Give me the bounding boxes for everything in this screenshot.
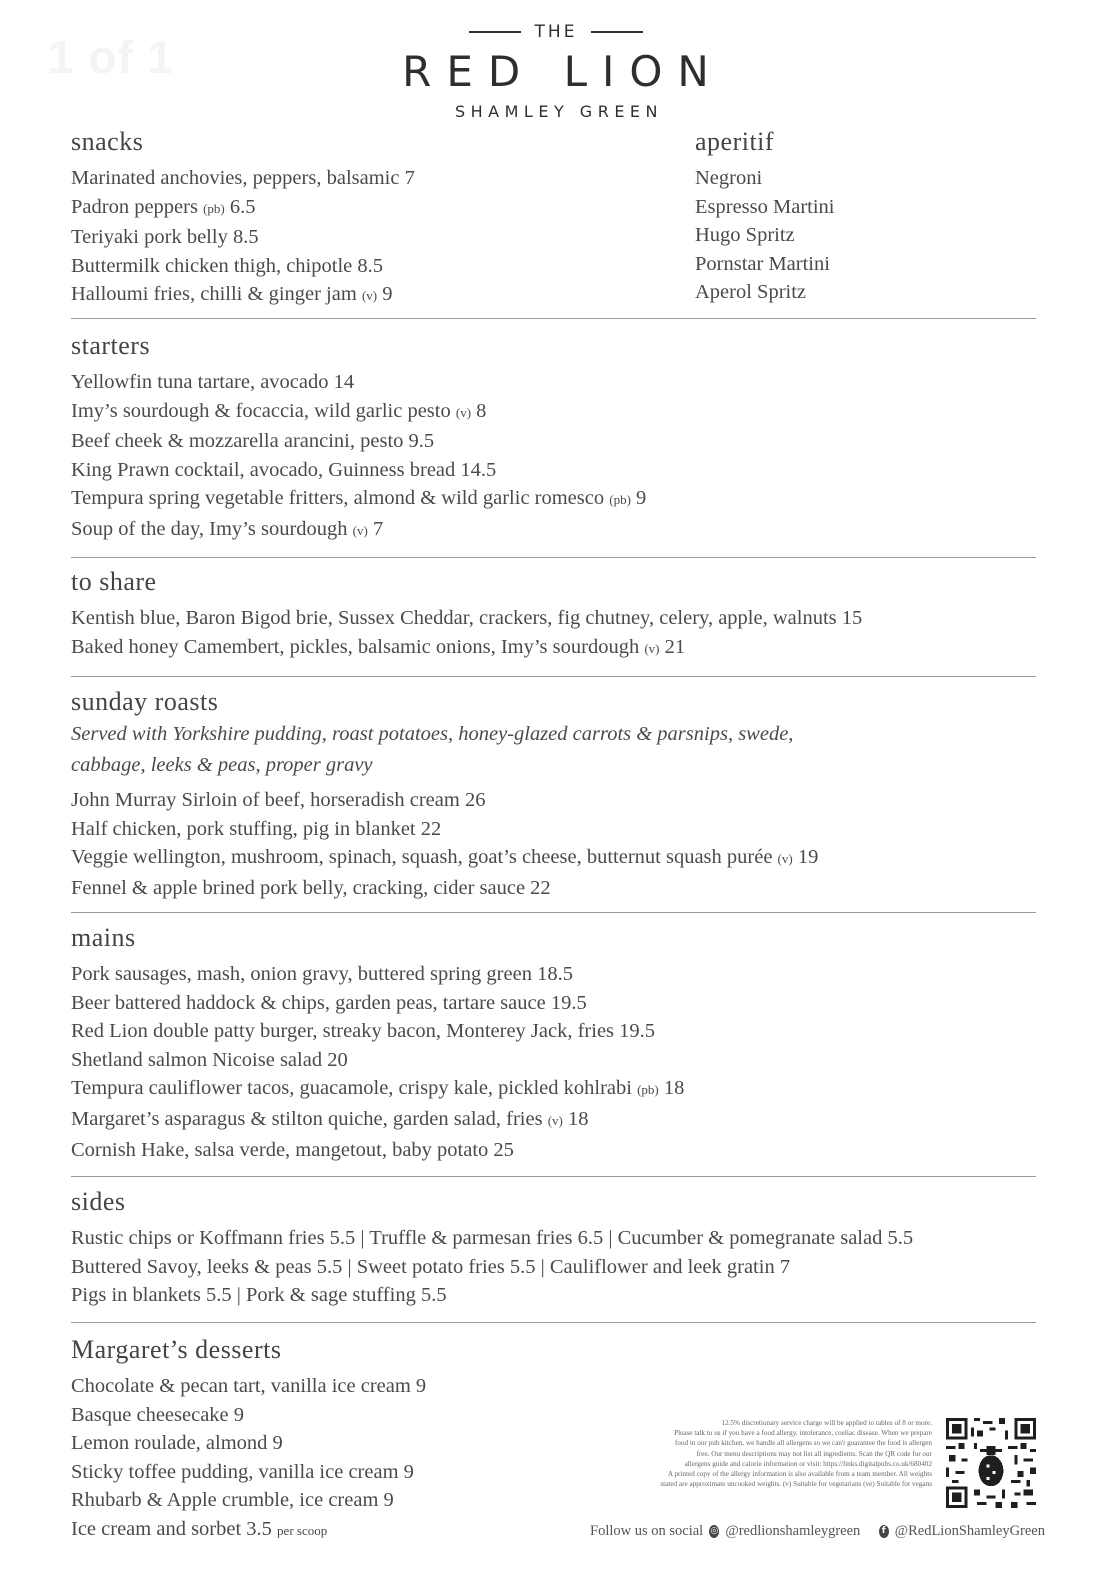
dietary-tag: (v)	[352, 522, 368, 538]
dietary-tag: (v)	[644, 640, 660, 656]
roast-description: Served with Yorkshire pudding, roast potatoes, honey-glazed carrots & parsnips, swede,	[71, 723, 794, 745]
dietary-tag: (v)	[455, 404, 472, 420]
menu-item	[71, 252, 692, 281]
social-label: Follow us on social	[590, 1523, 704, 1539]
menu-item	[71, 1372, 552, 1401]
snacks-section	[71, 126, 692, 311]
menu-item-text: Cornish Hake, salsa verde, mangetout, baby potato 25	[71, 1138, 514, 1161]
menu-item-text: Kentish blue, Baron Bigod brie, Sussex Cheddar, crackers, fig chutney, celery, apple, walnuts 15	[71, 607, 863, 629]
menu-item-text: Sticky toffee pudding, vanilla ice cream 9	[71, 1460, 414, 1483]
desserts-section	[71, 1334, 552, 1546]
divider	[71, 1176, 1036, 1177]
drink-item: Hugo Spritz	[695, 224, 795, 247]
drink-item: Negroni	[695, 167, 763, 189]
menu-item	[71, 1401, 552, 1430]
menu-item	[71, 1515, 552, 1546]
mains-section	[71, 922, 1036, 1164]
menu-item-text: Half chicken, pork stuffing, pig in blanket 22	[71, 817, 442, 840]
menu-item-text: Ice cream and sorbet 3.5	[71, 1517, 272, 1540]
divider	[71, 557, 1036, 558]
notice-line: Please talk to us if you have a food allergy, intolerance, coeliac disease. When we prepare	[674, 1429, 932, 1438]
menu-item-text: Soup of the day, Imy’s sourdough	[71, 517, 348, 540]
starters-section	[71, 330, 1036, 546]
notice-line: allergens guide and calorie information or visit: https://links.digitalpubs.co.uk/680402	[684, 1459, 932, 1468]
menu-item-text: Pigs in blankets 5.5 | Pork & sage stuffing 5.5	[71, 1284, 447, 1307]
instagram-icon: ◎	[710, 1526, 719, 1536]
menu-item-text: Rhubarb & Apple crumble, ice cream 9	[71, 1489, 394, 1512]
menu-item	[71, 874, 1036, 903]
logo-name: RED LION	[402, 47, 724, 96]
menu-item-text: Red Lion double patty burger, streaky bacon, Monterey Jack, fries 19.5	[71, 1020, 656, 1043]
logo-rule-right	[591, 31, 643, 33]
menu-item-text: Shetland salmon Nicoise salad 20	[71, 1048, 348, 1071]
divider	[71, 318, 1036, 319]
menu-item	[71, 1136, 1036, 1165]
menu-item	[71, 456, 1036, 485]
menu-item-price: 8	[476, 399, 487, 422]
menu-item-text: Lemon roulade, almond 9	[71, 1432, 283, 1455]
menu-list	[71, 1372, 552, 1546]
menu-item-text: Beef cheek & mozzarella arancini, pesto 9.5	[71, 430, 435, 453]
menu-item-text: Imy’s sourdough & focaccia, wild garlic pesto	[71, 399, 451, 422]
roast-description: cabbage, leeks & peas, proper gravy	[71, 754, 373, 776]
menu-list	[71, 604, 1036, 663]
section-heading: aperitif	[695, 127, 775, 156]
menu-item-text: Halloumi fries, chilli & ginger jam	[71, 283, 357, 306]
menu-item-price: 9	[636, 487, 647, 510]
aperitif-section	[695, 126, 1035, 307]
drink-item: Espresso Martini	[695, 195, 835, 218]
dietary-tag: (v)	[777, 851, 793, 867]
menu-item	[71, 368, 1036, 397]
menu-item	[71, 604, 1036, 633]
menu-list	[71, 368, 1036, 546]
menu-item	[71, 1281, 1036, 1310]
notice-line: free. Our menu descriptions may not list all ingredients. Scan the QR code for our	[696, 1449, 932, 1458]
menu-list	[71, 1224, 1036, 1310]
menu-item	[71, 989, 1036, 1018]
menu-item	[71, 1105, 1036, 1136]
menu-item	[71, 786, 1036, 815]
menu-item	[71, 280, 692, 311]
section-heading: sunday roasts	[71, 687, 219, 716]
page-indicator: 1 of 1	[48, 31, 175, 83]
menu-item-price: 18	[567, 1107, 589, 1130]
divider	[71, 912, 1036, 913]
menu-item	[71, 1224, 1036, 1253]
menu-item-text: Fennel & apple brined pork belly, cracking, cider sauce 22	[71, 876, 551, 899]
menu-item-text: Buttered Savoy, leeks & peas 5.5 | Sweet potato fries 5.5 | Cauliflower and leek gratin 7	[71, 1255, 791, 1278]
menu-item-text: Beer battered haddock & chips, garden peas, tartare sauce 19.5	[71, 991, 587, 1014]
menu-item	[71, 427, 1036, 456]
menu-item	[71, 223, 692, 252]
menu-item-text: Marinated anchovies, peppers, balsamic 7	[71, 167, 415, 189]
logo-the: THE	[534, 22, 578, 42]
logo-place: SHAMLEY GREEN	[454, 102, 664, 121]
dietary-tag: (v)	[361, 288, 378, 304]
menu-item	[71, 843, 1036, 874]
menu-item-price: 7	[372, 517, 384, 540]
menu-item-price: 19	[797, 846, 819, 869]
menu-list	[71, 960, 1036, 1164]
to-share-section	[71, 566, 1036, 663]
menu-item-text: Tempura cauliflower tacos, guacamole, crispy kale, pickled kohlrabi	[71, 1077, 632, 1100]
logo-rule-left	[469, 31, 521, 33]
menu-item-text: Buttermilk chicken thigh, chipotle 8.5	[71, 254, 383, 277]
logo	[0, 20, 1112, 121]
menu-item-text: Rustic chips or Koffmann fries 5.5 | Truffle & parmesan fries 6.5 | Cucumber & pomegranate salad 5.5	[71, 1227, 914, 1249]
menu-item-price: 9	[382, 283, 393, 306]
menu-item	[71, 1429, 552, 1458]
menu-item-price: 21	[664, 635, 686, 658]
menu-item	[71, 960, 1036, 989]
menu-item-text: Veggie wellington, mushroom, spinach, squash, goat’s cheese, butternut squash purée	[71, 846, 773, 869]
section-heading: snacks	[71, 127, 144, 156]
menu-item	[71, 1253, 1036, 1282]
section-heading: mains	[71, 923, 136, 952]
facebook-handle[interactable]: @RedLionShamleyGreen	[894, 1523, 1045, 1539]
section-heading: to share	[71, 567, 157, 596]
menu-item-text: Yellowfin tuna tartare, avocado 14	[71, 371, 355, 393]
section-heading: sides	[71, 1187, 126, 1216]
sunday-roasts-section	[71, 686, 1036, 902]
dietary-tag: (pb)	[637, 1082, 659, 1098]
menu-item-text: Padron peppers	[71, 195, 198, 218]
qr-code-icon[interactable]	[946, 1418, 1036, 1508]
menu-item	[71, 164, 692, 193]
menu-item-text: Teriyaki pork belly 8.5	[71, 226, 259, 249]
dietary-tag: (pb)	[609, 492, 631, 508]
menu-item-text: Chocolate & pecan tart, vanilla ice cream 9	[71, 1375, 427, 1397]
menu-item-price: 18	[663, 1077, 685, 1100]
menu-item-price: 6.5	[229, 195, 256, 218]
menu-item	[71, 193, 692, 224]
menu-item-text: Baked honey Camembert, pickles, balsamic onions, Imy’s sourdough	[71, 635, 640, 658]
sides-section	[71, 1186, 1036, 1310]
allergy-notice	[572, 1418, 932, 1489]
section-heading: starters	[71, 331, 151, 360]
drink-item: Aperol Spritz	[695, 281, 807, 304]
menu-list	[71, 786, 1036, 902]
notice-line: 12.5% discretionary service charge will be applied to tables of 8 or more.	[721, 1419, 932, 1427]
notice-line: food in our pub kitchen, we handle all allergens so we can't guarantee the food is allergen	[674, 1439, 932, 1448]
notice-line: stated are approximate uncooked weights. (v) Suitable for vegetarians (ve) Suitable for vegans	[660, 1480, 932, 1489]
instagram-handle[interactable]: @redlionshamleygreen	[725, 1523, 861, 1539]
menu-item	[71, 484, 1036, 515]
menu-item	[71, 1074, 1036, 1105]
divider	[71, 676, 1036, 677]
menu-item-text: Basque cheesecake 9	[71, 1403, 245, 1426]
social-links	[590, 1523, 1045, 1540]
dietary-tag: per scoop	[277, 1522, 328, 1538]
facebook-icon: f	[879, 1525, 889, 1538]
section-heading: Margaret’s desserts	[71, 1335, 282, 1364]
notice-line: A printed copy of the allergy information is also available from a team member. All weights	[667, 1470, 932, 1479]
menu-list	[71, 164, 692, 311]
menu-item	[71, 397, 1036, 428]
dietary-tag: (v)	[547, 1112, 563, 1128]
menu-item-text: Margaret’s asparagus & stilton quiche, garden salad, fries	[71, 1107, 543, 1130]
menu-item	[71, 815, 1036, 844]
menu-item	[71, 633, 1036, 664]
menu-item	[71, 1458, 552, 1487]
menu-item	[71, 1017, 1036, 1046]
menu-item	[71, 1046, 1036, 1075]
menu-item	[71, 515, 1036, 546]
dietary-tag: (pb)	[203, 200, 225, 216]
menu-item	[71, 1486, 552, 1515]
drink-item: Pornstar Martini	[695, 252, 830, 275]
menu-item-text: Pork sausages, mash, onion gravy, buttered spring green 18.5	[71, 963, 573, 985]
divider	[71, 1322, 1036, 1323]
menu-item-text: King Prawn cocktail, avocado, Guinness bread 14.5	[71, 458, 497, 481]
menu-item-text: John Murray Sirloin of beef, horseradish cream 26	[71, 789, 486, 811]
menu-item-text: Tempura spring vegetable fritters, almond & wild garlic romesco	[71, 487, 605, 510]
